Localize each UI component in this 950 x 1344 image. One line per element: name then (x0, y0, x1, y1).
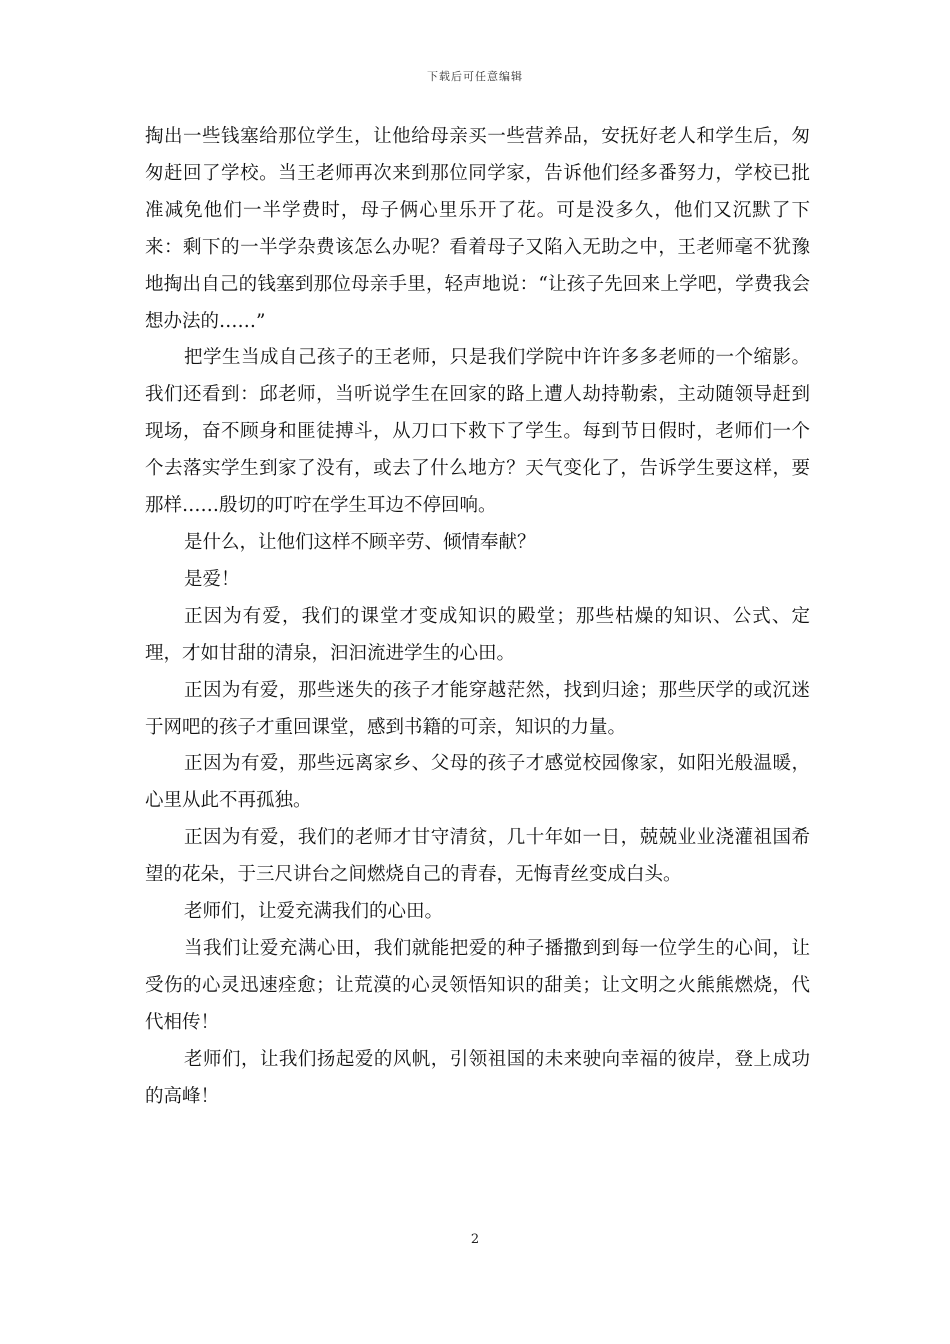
page-header: 下载后可任意编辑 (427, 70, 523, 83)
paragraph: 当我们让爱充满心田，我们就能把爱的种子播撒到到每一位学生的心间，让受伤的心灵迅速痊愈；让荒漠的心灵领悟知识的甜美；让文明之火熊熊燃烧，代代相传！ (145, 937, 810, 1033)
paragraph: 是爱！ (184, 568, 240, 590)
paragraph: 老师们，让爱充满我们的心田。 (184, 901, 444, 923)
paragraph: 正因为有爱，我们的课堂才变成知识的殿堂；那些枯燥的知识、公式、定理，才如甘甜的清泉，汩汩流进学生的心田。 (145, 605, 810, 664)
paragraph: 正因为有爱，我们的老师才甘守清贫，几十年如一日，兢兢业业浇灌祖国希望的花朵，于三尺讲台之间燃烧自己的青春，无悔青丝变成白头。 (145, 827, 810, 886)
paragraph: 老师们，让我们扬起爱的风帆，引领祖国的未来驶向幸福的彼岸，登上成功的高峰！ (145, 1048, 810, 1107)
paragraph: 正因为有爱，那些远离家乡、父母的孩子才感觉校园像家，如阳光般温暖，心里从此不再孤独。 (145, 753, 810, 812)
paragraph: 正因为有爱，那些迷失的孩子才能穿越茫然，找到归途；那些厌学的或沉迷于网吧的孩子才重回课堂，感到书籍的可亲，知识的力量。 (145, 679, 810, 738)
paragraph: 把学生当成自己孩子的王老师，只是我们学院中许许多多老师的一个缩影。我们还看到：邱老师，当听说学生在回家的路上遭人劫持勒索，主动随领导赶到现场，奋不顾身和匪徒搏斗，从刀口下救下了学生。每到节日假时，老师们一个个去落实学生到家了没有，或去了什么地方？天气变化了，告诉学生要这样，要那样……殷切的叮咛在学生耳边不停回响。 (145, 347, 810, 517)
page-number: 2 (470, 1232, 480, 1247)
paragraph: 掏出一些钱塞给那位学生，让他给母亲买一些营养品，安抚好老人和学生后，匆匆赶回了学校。当王老师再次来到那位同学家，告诉他们经多番努力，学校已批准减免他们一半学费时，母子俩心里乐开了花。可是没多久，他们又沉默了下来：剩下的一半学杂费该怎么办呢？看着母子又陷入无助之中，王老师毫不犹豫地掏出自己的钱塞到那位母亲手里，轻声地说：“让孩子先回来上学吧，学费我会想办法的……” (145, 126, 810, 332)
document-body (145, 119, 810, 1115)
paragraph: 是什么，让他们这样不顾辛劳、倾情奉献？ (184, 531, 536, 553)
